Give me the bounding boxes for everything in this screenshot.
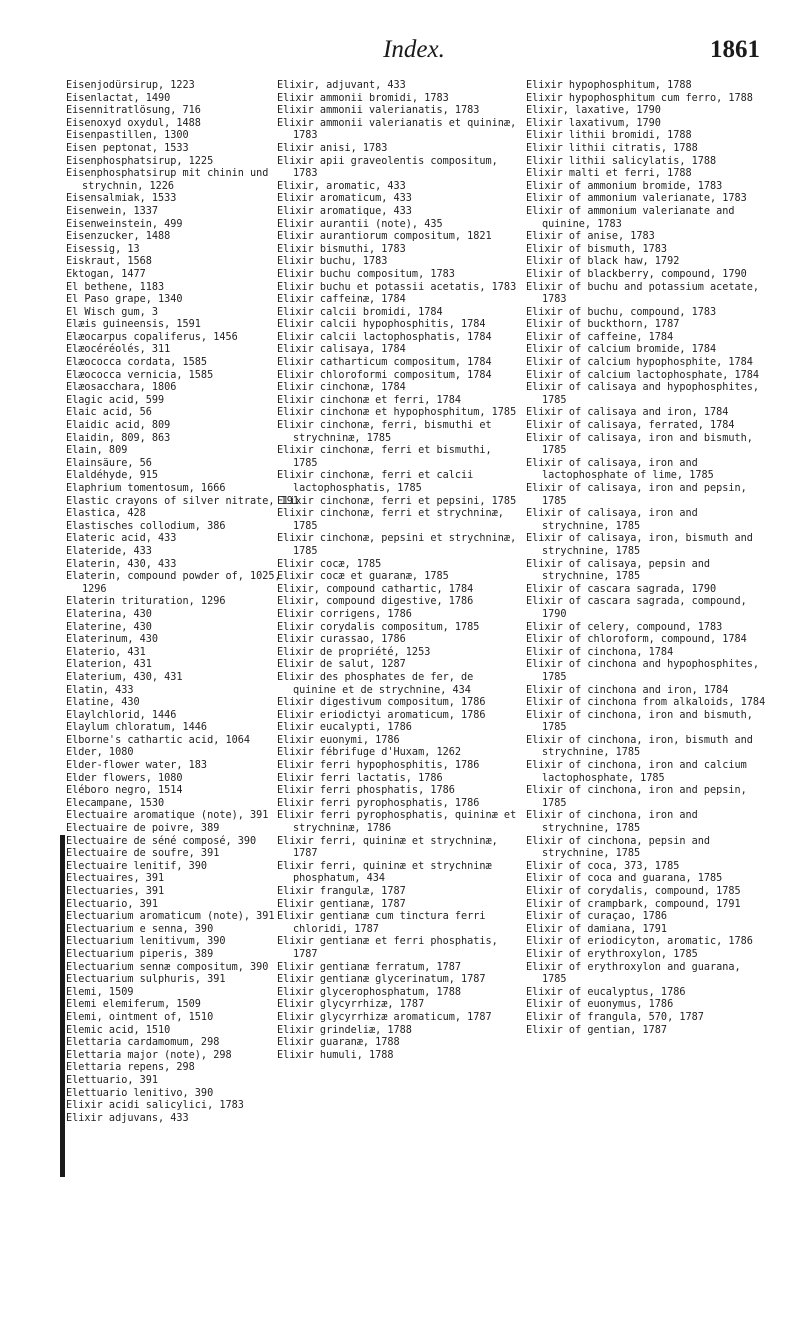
index-entry: Elixir eucalypti, 1786 bbox=[277, 722, 412, 734]
index-entry: Elatin, 433 bbox=[66, 684, 134, 696]
index-entry: Elaphrium tomentosum, 1666 bbox=[66, 483, 226, 494]
index-entry: Elixir of cinchona, iron and strychnine, 1785 bbox=[526, 810, 698, 835]
index-entry: Elixir cinchonæ, ferri et pepsini, 1785 bbox=[277, 495, 517, 507]
index-entry: Elixir ferri hypophosphitis, 1786 bbox=[277, 760, 480, 772]
index-entry: Elixir of calisaya, ferrated, 1784 bbox=[526, 420, 735, 432]
index-entry: Ektogan, 1477 bbox=[66, 268, 146, 280]
index-entry: Elaidic acid, 809 bbox=[66, 420, 171, 432]
index-entry: Elemi elemiferum, 1509 bbox=[66, 999, 201, 1011]
index-entry: Eisenwein, 1337 bbox=[66, 205, 159, 217]
index-entry: Elatine, 430 bbox=[66, 697, 140, 709]
index-entry: Elixir anisi, 1783 bbox=[277, 142, 388, 154]
index-entry: Elixir cinchonæ, ferri, bismuthi et strychninæ, 1785 bbox=[277, 420, 492, 444]
index-entry: Elixir lithii bromidi, 1788 bbox=[526, 130, 692, 142]
index-entry: Elixir cinchonæ et hypophosphitum, 1785 bbox=[277, 407, 517, 419]
index-entry: Electuarium sulphuris, 391 bbox=[66, 974, 226, 986]
index-entry: Elixir of calisaya and iron, 1784 bbox=[526, 407, 729, 419]
index-entry: Eisensalmiak, 1533 bbox=[66, 193, 177, 205]
index-entry: Elixir of eucalyptus, 1786 bbox=[526, 986, 686, 998]
index-entry: Eisenlactat, 1490 bbox=[66, 92, 171, 104]
index-entry: Elixir of cinchona, iron and bismuth, 1785 bbox=[526, 709, 753, 734]
index-entry: Elixir gentianæ, 1787 bbox=[277, 898, 406, 910]
index-entry: Elixir, compound digestive, 1786 bbox=[277, 596, 474, 608]
index-entry: Elixir of calcium hypophosphite, 1784 bbox=[526, 357, 753, 369]
index-entry: Elixir digestivum compositum, 1786 bbox=[277, 697, 486, 709]
index-entry: Elixir guaranæ, 1788 bbox=[277, 1037, 400, 1049]
index-entry: Elixir of celery, compound, 1783 bbox=[526, 621, 723, 633]
index-entry: Elaylum chloratum, 1446 bbox=[66, 722, 208, 734]
index-entry: Elastic crayons of silver nitrate, 191 bbox=[66, 495, 300, 507]
index-entry: Electuaire de séné composé, 390 bbox=[66, 835, 257, 847]
index-entry: Eisenphosphatsirup mit chinin und strychnin, 1226 bbox=[66, 168, 269, 192]
index-entry: Elateride, 433 bbox=[66, 545, 152, 557]
index-entry: Elixir laxativum, 1790 bbox=[526, 117, 661, 129]
index-entry: El Paso grape, 1340 bbox=[66, 294, 183, 306]
index-entry: Elemi, ointment of, 1510 bbox=[66, 1011, 214, 1023]
index-entry: Elixir of calisaya, pepsin and strychnine, 1785 bbox=[526, 558, 711, 583]
index-entry: Elaterion, 431 bbox=[66, 659, 152, 671]
index-entry: Elixir eriodictyi aromaticum, 1786 bbox=[277, 709, 486, 721]
index-entry: Elixir ferri, quininæ et strychninæ, 1787 bbox=[277, 835, 498, 860]
index-entry: Elaylchlorid, 1446 bbox=[66, 709, 177, 721]
index-entry: Elixir hypophosphitum cum ferro, 1788 bbox=[526, 92, 753, 104]
index-entry: Elixir apii graveolentis compositum, 1783 bbox=[277, 155, 498, 180]
index-entry: Elixir aurantiorum compositum, 1821 bbox=[277, 231, 492, 243]
index-entry: Elaterin trituration, 1296 bbox=[66, 596, 226, 608]
index-entry: Elixir calcii bromidi, 1784 bbox=[277, 306, 443, 318]
index-entry: Elixir aurantii (note), 435 bbox=[277, 218, 443, 230]
index-entry: Elixir of chloroform, compound, 1784 bbox=[526, 634, 747, 646]
page-header bbox=[60, 36, 768, 76]
index-entry: Elixir of calisaya, iron and strychnine, 1785 bbox=[526, 508, 698, 532]
index-entry: Electuarium lenitivum, 390 bbox=[66, 936, 226, 948]
index-entry: Elixir of calcium lactophosphate, 1784 bbox=[526, 369, 760, 381]
index-entry: Electuaire lenitif, 390 bbox=[66, 860, 208, 872]
index-entry: Elaterio, 431 bbox=[66, 646, 146, 658]
index-column-3 bbox=[526, 80, 766, 1037]
index-entry: Elæocarpus copaliferus, 1456 bbox=[66, 331, 238, 343]
index-entry: Elixir of calisaya and hypophosphites, 1785 bbox=[526, 382, 760, 406]
index-entry: Elborne's cathartic acid, 1064 bbox=[66, 734, 251, 746]
index-entry: Elixir de propriété, 1253 bbox=[277, 646, 431, 658]
index-entry: Elixir of curaçao, 1786 bbox=[526, 911, 668, 923]
index-entry: Elixir of buchu, compound, 1783 bbox=[526, 306, 717, 318]
index-entry: Elettaria repens, 298 bbox=[66, 1062, 195, 1074]
index-entry: Elixir glycyrrhizæ aromaticum, 1787 bbox=[277, 1011, 492, 1023]
index-entry: Electuario, 391 bbox=[66, 898, 159, 910]
index-entry: Electuaire de soufre, 391 bbox=[66, 848, 220, 860]
index-entry: Elixir curassao, 1786 bbox=[277, 634, 406, 646]
index-entry: Elastisches collodium, 386 bbox=[66, 520, 226, 532]
index-entry: Elixir of cinchona, iron, bismuth and strychnine, 1785 bbox=[526, 734, 753, 759]
index-entry: Elixir ammonii valerianatis et quininæ, 1783 bbox=[277, 117, 517, 142]
index-entry: Elæis guineensis, 1591 bbox=[66, 319, 201, 331]
index-entry: Elder-flower water, 183 bbox=[66, 760, 208, 772]
index-entry: Eisenpastillen, 1300 bbox=[66, 130, 189, 142]
page-title: Index. bbox=[383, 36, 445, 63]
index-entry: Elixir gentianæ ferratum, 1787 bbox=[277, 961, 462, 973]
index-entry: Elixir buchu et potassii acetatis, 1783 bbox=[277, 281, 517, 293]
index-entry: Elixir, compound cathartic, 1784 bbox=[277, 583, 474, 595]
index-entry: Elaterina, 430 bbox=[66, 608, 152, 620]
margin-rule bbox=[60, 835, 65, 1177]
index-entry: Elixir buchu compositum, 1783 bbox=[277, 268, 455, 280]
index-entry: Elixir of cascara sagrada, compound, 1790 bbox=[526, 596, 747, 620]
index-entry: Elixir chloroformi compositum, 1784 bbox=[277, 369, 492, 381]
index-entry: Elixir glycyrrhizæ, 1787 bbox=[277, 999, 425, 1011]
index-entry: El Wisch gum, 3 bbox=[66, 306, 159, 318]
index-entry: Elixir fébrifuge d'Huxam, 1262 bbox=[277, 747, 462, 759]
index-entry: Elixir cocæ et guaranæ, 1785 bbox=[277, 571, 449, 583]
index-entry: Eisenzucker, 1488 bbox=[66, 231, 171, 243]
index-entry: Elixir humuli, 1788 bbox=[277, 1049, 394, 1061]
index-entry: Elixir cinchonæ, ferri et strychninæ, 1785 bbox=[277, 508, 504, 532]
index-entry: Eisenweinstein, 499 bbox=[66, 218, 183, 230]
index-entry: Elixir calcii hypophosphitis, 1784 bbox=[277, 319, 486, 331]
index-entry: Elixir euonymi, 1786 bbox=[277, 734, 400, 746]
index-entry: Elain, 809 bbox=[66, 445, 128, 457]
index-entry: Elixir cocæ, 1785 bbox=[277, 558, 382, 570]
index-entry: Elixir of erythroxylon and guarana, 1785 bbox=[526, 961, 741, 986]
index-columns bbox=[66, 80, 786, 1260]
index-entry: Elemi, 1509 bbox=[66, 986, 134, 998]
index-entry: Elixir of erythroxylon, 1785 bbox=[526, 948, 698, 960]
index-entry: Elixir of bismuth, 1783 bbox=[526, 243, 668, 255]
index-entry: Elixir of black haw, 1792 bbox=[526, 256, 680, 268]
index-entry: Elixir of corydalis, compound, 1785 bbox=[526, 886, 741, 897]
index-entry: Elixir corydalis compositum, 1785 bbox=[277, 621, 480, 633]
index-entry: Elixir hypophosphitum, 1788 bbox=[526, 80, 692, 91]
index-entry: Electuaires, 391 bbox=[66, 873, 165, 885]
index-entry: Electuaries, 391 bbox=[66, 886, 165, 897]
index-entry: Elixir calcii lactophosphatis, 1784 bbox=[277, 331, 492, 343]
index-entry: Elaterium, 430, 431 bbox=[66, 671, 183, 683]
index-entry: Elixir adjuvans, 433 bbox=[66, 1112, 189, 1124]
index-entry: Elixir cinchonæ, pepsini et strychninæ, 1785 bbox=[277, 533, 517, 557]
index-entry: Elixir of ammonium valerianate and quinine, 1783 bbox=[526, 205, 735, 230]
index-entry: Elixir lithii salicylatis, 1788 bbox=[526, 155, 717, 167]
index-entry: Elastica, 428 bbox=[66, 508, 146, 520]
index-entry: Elixir of blackberry, compound, 1790 bbox=[526, 268, 747, 280]
index-entry: Elder, 1080 bbox=[66, 747, 134, 759]
index-entry: Elixir of anise, 1783 bbox=[526, 231, 655, 243]
index-entry: Elixir of calisaya, iron and pepsin, 1785 bbox=[526, 483, 747, 507]
index-entry: Elixir aromatique, 433 bbox=[277, 205, 412, 217]
index-entry: Elixir catharticum compositum, 1784 bbox=[277, 357, 492, 369]
index-entry: Elixir of cinchona, iron and pepsin, 1785 bbox=[526, 785, 747, 809]
index-entry: Elixir of cascara sagrada, 1790 bbox=[526, 583, 717, 595]
index-entry: Elaldéhyde, 915 bbox=[66, 470, 159, 482]
index-entry: Elixir of calisaya, iron and bismuth, 1785 bbox=[526, 432, 753, 457]
index-entry: Elixir of cinchona, pepsin and strychnine, 1785 bbox=[526, 835, 711, 860]
index-entry: Elixir of buckthorn, 1787 bbox=[526, 319, 680, 331]
index-column-2 bbox=[277, 80, 517, 1062]
index-entry: Elixir of cinchona, iron and calcium lactophosphate, 1785 bbox=[526, 760, 747, 784]
index-entry: Elixir des phosphates de fer, de quinine et de strychnine, 434 bbox=[277, 671, 474, 696]
index-entry: Eléboro negro, 1514 bbox=[66, 785, 183, 797]
index-entry: Elixir of eriodicyton, aromatic, 1786 bbox=[526, 936, 753, 948]
index-entry: Elettuario lenitivo, 390 bbox=[66, 1087, 214, 1099]
index-entry: Elixir caffeinæ, 1784 bbox=[277, 294, 406, 306]
index-entry: Elixir of calcium bromide, 1784 bbox=[526, 344, 717, 356]
index-entry: Eisenphosphatsirup, 1225 bbox=[66, 155, 214, 167]
index-entry: Elixir malti et ferri, 1788 bbox=[526, 168, 692, 180]
index-entry: Elixir of ammonium bromide, 1783 bbox=[526, 180, 723, 192]
index-entry: Elæococca vernicia, 1585 bbox=[66, 369, 214, 381]
index-entry: Elateric acid, 433 bbox=[66, 533, 177, 545]
index-entry: Electuarium sennæ compositum, 390 bbox=[66, 961, 269, 973]
index-column-1 bbox=[66, 80, 306, 1125]
index-entry: Elixir of ammonium valerianate, 1783 bbox=[526, 193, 747, 205]
index-entry: Elixir cinchonæ, ferri et calcii lactophosphatis, 1785 bbox=[277, 470, 474, 494]
index-entry: Elixir of cinchona and iron, 1784 bbox=[526, 684, 729, 696]
index-entry: Elixir ferri, quininæ et strychninæ phosphatum, 434 bbox=[277, 860, 492, 885]
index-entry: Elixir ferri lactatis, 1786 bbox=[277, 772, 443, 784]
index-entry: Elixir frangulæ, 1787 bbox=[277, 886, 406, 897]
index-entry: Elixir gentianæ glycerinatum, 1787 bbox=[277, 974, 486, 986]
index-entry: Eiskraut, 1568 bbox=[66, 256, 152, 268]
index-entry: Elixir ferri pyrophosphatis, 1786 bbox=[277, 797, 480, 809]
index-entry: Eisessig, 13 bbox=[66, 243, 140, 255]
index-entry: Elixir lithii citratis, 1788 bbox=[526, 142, 698, 154]
index-entry: Elixir of calisaya, iron, bismuth and strychnine, 1785 bbox=[526, 533, 753, 557]
index-entry: Elixir of crampbark, compound, 1791 bbox=[526, 898, 741, 910]
index-entry: Elainsäure, 56 bbox=[66, 457, 152, 469]
index-entry: Elixir of cinchona, 1784 bbox=[526, 646, 674, 658]
index-entry: Elixir ammonii bromidi, 1783 bbox=[277, 92, 449, 104]
index-entry: Elaic acid, 56 bbox=[66, 407, 152, 419]
index-entry: Elixir of frangula, 570, 1787 bbox=[526, 1011, 704, 1023]
index-entry: Elæosacchara, 1806 bbox=[66, 382, 177, 394]
index-entry: Elixir of gentian, 1787 bbox=[526, 1024, 668, 1036]
index-entry: Elæocéréolés, 311 bbox=[66, 344, 171, 356]
index-entry: Elixir grindeliæ, 1788 bbox=[277, 1024, 412, 1036]
index-entry: Electuarium aromaticum (note), 391 bbox=[66, 911, 275, 923]
index-entry: Elixir ferri phosphatis, 1786 bbox=[277, 785, 455, 797]
index-entry: Electuarium e senna, 390 bbox=[66, 923, 214, 935]
index-entry: Elaterine, 430 bbox=[66, 621, 152, 633]
index-entry: Elixir of coca, 373, 1785 bbox=[526, 860, 680, 872]
index-entry: Eisen peptonat, 1533 bbox=[66, 142, 189, 154]
index-entry: Elaterin, compound powder of, 1025, 1296 bbox=[66, 571, 281, 595]
index-entry: Elixir of cinchona and hypophosphites, 1785 bbox=[526, 659, 760, 683]
index-entry: Eisenoxyd oxydul, 1488 bbox=[66, 117, 201, 129]
index-entry: Elecampane, 1530 bbox=[66, 797, 165, 809]
index-entry: Elaidin, 809, 863 bbox=[66, 432, 171, 444]
index-entry: Elixir cinchonæ, 1784 bbox=[277, 382, 406, 394]
index-entry: Elixir of euonymus, 1786 bbox=[526, 999, 674, 1011]
index-entry: Elaterin, 430, 433 bbox=[66, 558, 177, 570]
index-entry: Elixir aromaticum, 433 bbox=[277, 193, 412, 205]
index-entry: Elixir, adjuvant, 433 bbox=[277, 80, 406, 91]
index-entry: Elixir ferri pyrophosphatis, quininæ et strychninæ, 1786 bbox=[277, 810, 517, 835]
index-entry: Elixir of buchu and potassium acetate, 1783 bbox=[526, 281, 760, 306]
index-entry: Elixir bismuthi, 1783 bbox=[277, 243, 406, 255]
index-entry: Elixir gentianæ cum tinctura ferri chloridi, 1787 bbox=[277, 911, 486, 935]
index-entry: Elagic acid, 599 bbox=[66, 394, 165, 406]
index-entry: Electuaire aromatique (note), 391 bbox=[66, 810, 269, 822]
index-entry: Elettuario, 391 bbox=[66, 1074, 159, 1086]
index-entry: Elixir of coca and guarana, 1785 bbox=[526, 873, 723, 885]
index-entry: Elixir glycerophosphatum, 1788 bbox=[277, 986, 462, 998]
index-entry: Elixir of damiana, 1791 bbox=[526, 923, 668, 935]
index-entry: Elixir de salut, 1287 bbox=[277, 659, 406, 671]
page-number: 1861 bbox=[710, 36, 760, 63]
index-entry: Elixir, aromatic, 433 bbox=[277, 180, 406, 192]
index-entry: Eisenjodürsirup, 1223 bbox=[66, 80, 195, 91]
index-entry: Elixir of cinchona from alkaloids, 1784 bbox=[526, 697, 766, 709]
index-entry: Elixir cinchonæ et ferri, 1784 bbox=[277, 394, 462, 406]
index-entry: Eisennitratlösung, 716 bbox=[66, 105, 201, 117]
index-entry: Elettaria cardamomum, 298 bbox=[66, 1037, 220, 1049]
index-entry: Elixir gentianæ et ferri phosphatis, 1787 bbox=[277, 936, 498, 960]
index-entry: Electuaire de poivre, 389 bbox=[66, 823, 220, 835]
index-entry: Elder flowers, 1080 bbox=[66, 772, 183, 784]
index-entry: Elaterinum, 430 bbox=[66, 634, 159, 646]
index-entry: Elemic acid, 1510 bbox=[66, 1024, 171, 1036]
index-entry: El bethene, 1183 bbox=[66, 281, 165, 293]
index-entry: Elettaria major (note), 298 bbox=[66, 1049, 232, 1061]
index-entry: Elixir calisaya, 1784 bbox=[277, 344, 406, 356]
index-entry: Electuarium piperis, 389 bbox=[66, 948, 214, 960]
index-entry: Elæococca cordata, 1585 bbox=[66, 357, 208, 369]
index-entry: Elixir corrigens, 1786 bbox=[277, 608, 412, 620]
index-entry: Elixir cinchonæ, ferri et bismuthi, 1785 bbox=[277, 445, 492, 469]
index-entry: Elixir acidi salicylici, 1783 bbox=[66, 1100, 244, 1112]
index-entry: Elixir of calisaya, iron and lactophosphate of lime, 1785 bbox=[526, 457, 714, 482]
index-entry: Elixir of caffeine, 1784 bbox=[526, 331, 674, 343]
index-entry: Elixir buchu, 1783 bbox=[277, 256, 388, 268]
index-entry: Elixir, laxative, 1790 bbox=[526, 105, 661, 117]
index-entry: Elixir ammonii valerianatis, 1783 bbox=[277, 105, 480, 117]
